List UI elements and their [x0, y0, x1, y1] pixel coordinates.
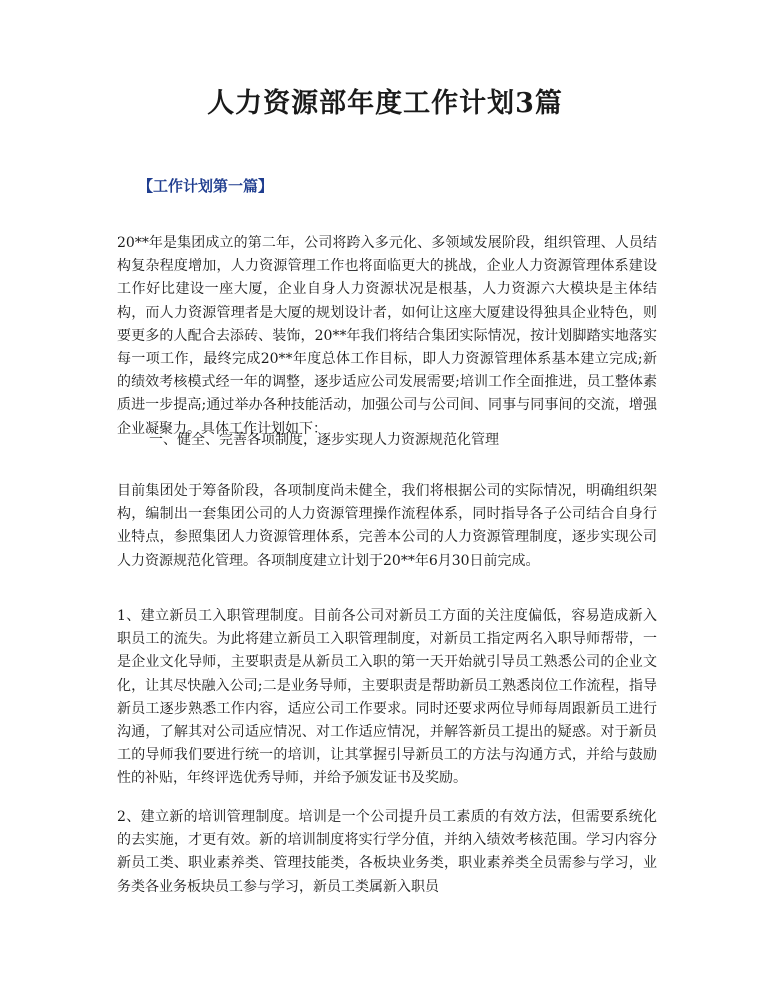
intro-paragraph: 20**年是集团成立的第二年，公司将跨入多元化、多领域发展阶段，组织管理、人员结构复杂程度增加，人力资源管理工作也将面临更大的挑战，企业人力资源管理体系建设工作好比建设一座大厦，企业自身人力资源状况是根基，人力资源六大模块是主体结构，而人力资源管理者是大厦的规划设计者，如何让这座大厦建设得独具企业特色，则要更多的人配合去添砖、装饰，20**年我们将结合集团实际情况，按计划脚踏实地落实每一项工作，最终完成20**年度总体工作目标，即人力资源管理体系基本建立完成;新的绩效考核模式经一年的调整，逐步适应公司发展需要;培训工作全面推进，员工整体素质进一步提高;通过举办各种技能活动，加强公司与公司间、同事与同事间的交流，增强企业凝聚力。具体工作计划如下：: [117, 235, 657, 437]
paragraph-new-employee-onboarding: 1、建立新员工入职管理制度。目前各公司对新员工方面的关注度偏低，容易造成新入职员工的流失。为此将建立新员工入职管理制度，对新员工指定两名入职导师帮带，一是企业文化导师，主要职责是从新员工入职的第一天开始就引导员工熟悉公司的企业文化，让其尽快融入公司;二是业务导师，主要职责是帮助新员工熟悉岗位工作流程，指导新员工逐步熟悉工作内容，适应公司工作要求。同时还要求两位导师每周跟新员工进行沟通，了解其对公司适应情况、对工作适应情况，并解答新员工提出的疑惑。对于新员工的导师我们要进行统一的培训，让其掌握引导新员工的方法与沟通方式，并给与鼓励性的补贴，年终评选优秀导师，并给予颁发证书及奖励。: [117, 608, 657, 787]
section-heading: 【工作计划第一篇】: [138, 177, 274, 195]
subheading-one: 一、健全、完善各项制度，逐步实现人力资源规范化管理: [149, 432, 499, 448]
paragraph-system-building: 目前集团处于筹备阶段，各项制度尚未健全，我们将根据公司的实际情况，明确组织架构，编制出一套集团公司的人力资源管理操作流程体系，同时指导各子公司结合自身行业特点，参照集团人力资源管理体系，完善本公司的人力资源管理制度，逐步实现公司人力资源规范化管理。各项制度建立计划于20**年6月30日前完成。: [117, 483, 657, 569]
paragraph-training-management: 2、建立新的培训管理制度。培训是一个公司提升员工素质的有效方法，但需要系统化的去实施，才更有效。新的培训制度将实行学分值，并纳入绩效考核范围。学习内容分新员工类、职业素养类、管理技能类，各板块业务类，职业素养类全员需参与学习，业务类各业务板块员工参与学习，新员工类属新入职员: [117, 809, 657, 895]
document-title: 人力资源部年度工作计划3篇: [207, 88, 563, 119]
